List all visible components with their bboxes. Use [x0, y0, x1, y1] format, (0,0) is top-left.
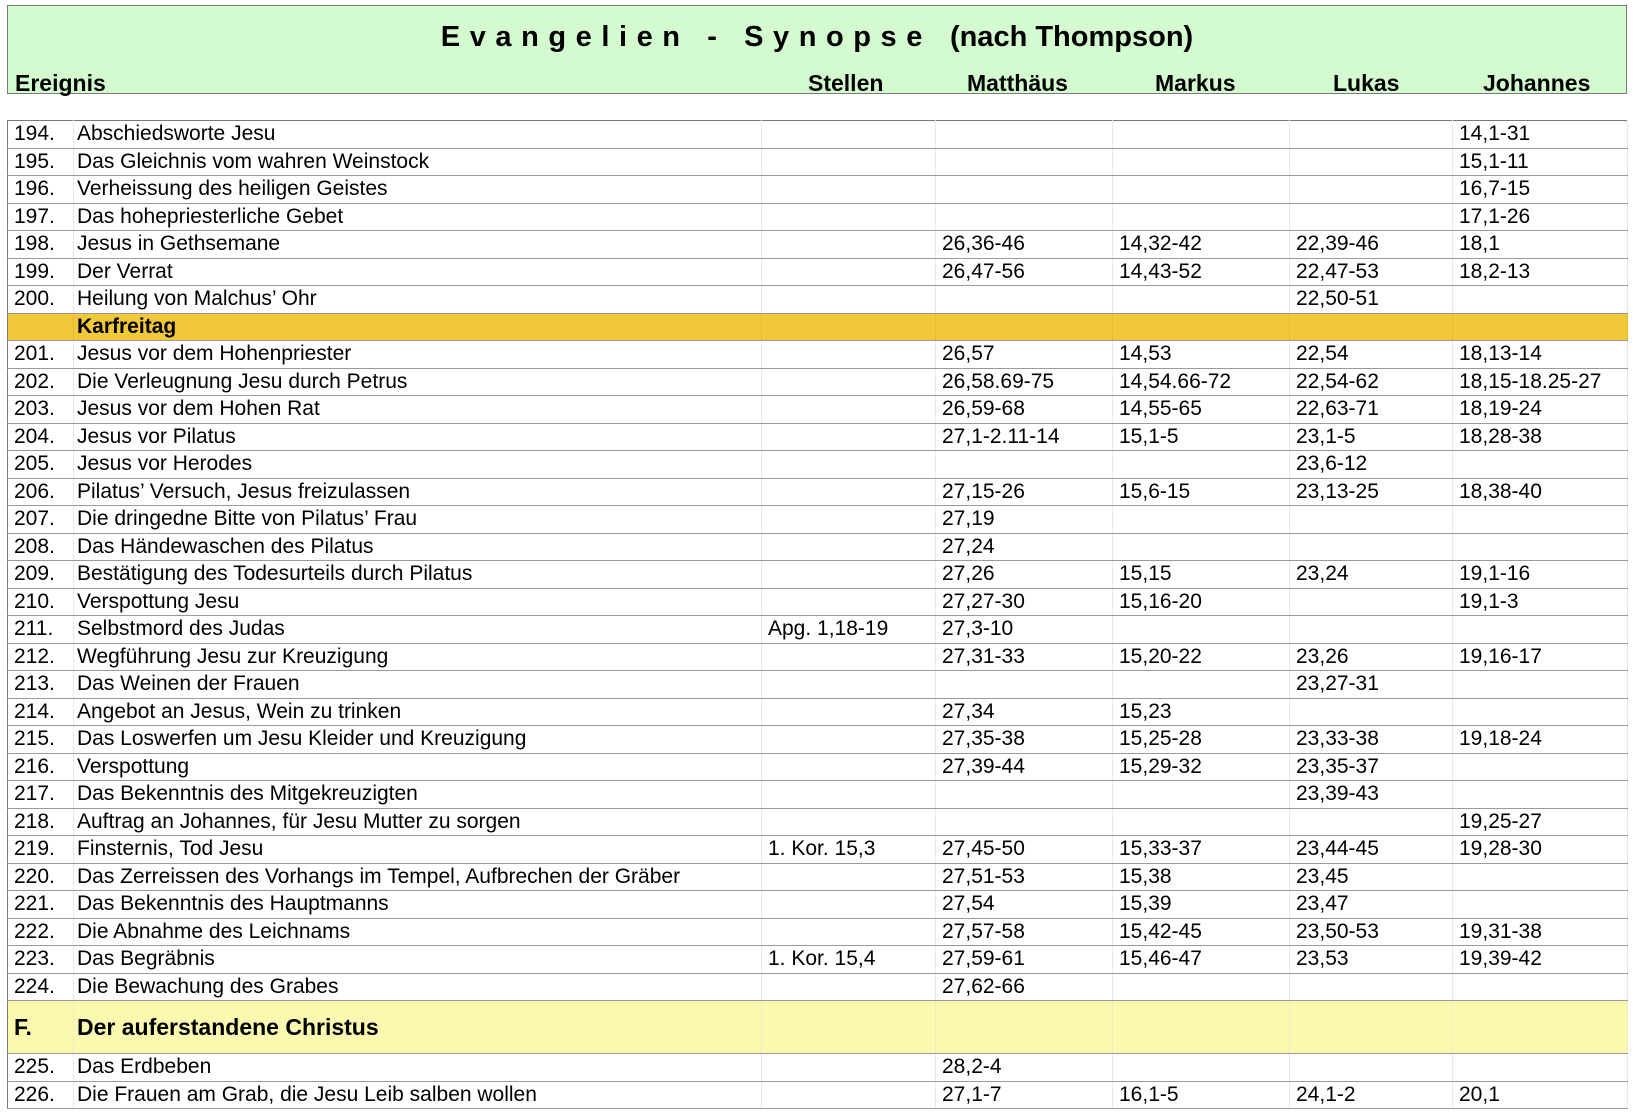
- stellen-ref: [762, 781, 936, 809]
- johannes-ref: [1453, 863, 1628, 891]
- johannes-ref: 16,7-15: [1453, 176, 1628, 204]
- column-header-lukas: Lukas: [1333, 70, 1400, 96]
- event-name: Karfreitag: [74, 313, 762, 341]
- matthaeus-ref: [936, 671, 1113, 699]
- matthaeus-ref: [936, 148, 1113, 176]
- event-name: Die Bewachung des Grabes: [74, 973, 762, 1001]
- event-name: Jesus vor dem Hohen Rat: [74, 396, 762, 424]
- lukas-ref: 22,47-53: [1290, 258, 1453, 286]
- event-number: 225.: [8, 1054, 74, 1082]
- table-row: [8, 671, 1628, 699]
- matthaeus-ref: [936, 313, 1113, 341]
- event-name: Jesus vor dem Hohenpriester: [74, 341, 762, 369]
- lukas-ref: 22,39-46: [1290, 231, 1453, 259]
- matthaeus-ref: 28,2-4: [936, 1054, 1113, 1082]
- table-row: [8, 891, 1628, 919]
- lukas-ref: [1290, 616, 1453, 644]
- event-name: Die Verleugnung Jesu durch Petrus: [74, 368, 762, 396]
- event-number: 203.: [8, 396, 74, 424]
- table-row: [8, 286, 1628, 314]
- table-row: [8, 423, 1628, 451]
- markus-ref: [1113, 808, 1290, 836]
- stellen-ref: [762, 561, 936, 589]
- event-number: 209.: [8, 561, 74, 589]
- event-name: Jesus vor Herodes: [74, 451, 762, 479]
- event-number: 214.: [8, 698, 74, 726]
- markus-ref: [1113, 1001, 1290, 1054]
- matthaeus-ref: 27,34: [936, 698, 1113, 726]
- table-row: [8, 368, 1628, 396]
- stellen-ref: [762, 231, 936, 259]
- matthaeus-ref: 26,47-56: [936, 258, 1113, 286]
- stellen-ref: [762, 478, 936, 506]
- johannes-ref: 19,18-24: [1453, 726, 1628, 754]
- lukas-ref: 23,35-37: [1290, 753, 1453, 781]
- matthaeus-ref: [936, 451, 1113, 479]
- lukas-ref: [1290, 533, 1453, 561]
- matthaeus-ref: 27,1-2.11-14: [936, 423, 1113, 451]
- event-number: 221.: [8, 891, 74, 919]
- stellen-ref: [762, 423, 936, 451]
- johannes-ref: 19,1-3: [1453, 588, 1628, 616]
- event-number: 216.: [8, 753, 74, 781]
- event-name: Bestätigung des Todesurteils durch Pilatus: [74, 561, 762, 589]
- matthaeus-ref: 27,24: [936, 533, 1113, 561]
- lukas-ref: [1290, 203, 1453, 231]
- lukas-ref: [1290, 121, 1453, 149]
- markus-ref: 14,55-65: [1113, 396, 1290, 424]
- stellen-ref: [762, 643, 936, 671]
- stellen-ref: [762, 286, 936, 314]
- event-name: Verheissung des heiligen Geistes: [74, 176, 762, 204]
- matthaeus-ref: 26,36-46: [936, 231, 1113, 259]
- lukas-ref: 22,54-62: [1290, 368, 1453, 396]
- matthaeus-ref: 27,45-50: [936, 836, 1113, 864]
- johannes-ref: 17,1-26: [1453, 203, 1628, 231]
- stellen-ref: [762, 533, 936, 561]
- lukas-ref: 23,45: [1290, 863, 1453, 891]
- lukas-ref: [1290, 808, 1453, 836]
- event-name: Das Weinen der Frauen: [74, 671, 762, 699]
- event-number: F.: [8, 1001, 74, 1054]
- markus-ref: 14,43-52: [1113, 258, 1290, 286]
- table-row: [8, 836, 1628, 864]
- markus-ref: 15,1-5: [1113, 423, 1290, 451]
- markus-ref: 15,29-32: [1113, 753, 1290, 781]
- title-main: Evangelien - Synopse: [440, 21, 932, 53]
- stellen-ref: [762, 588, 936, 616]
- stellen-ref: [762, 258, 936, 286]
- event-number: 212.: [8, 643, 74, 671]
- event-number: 219.: [8, 836, 74, 864]
- column-header-ereignis: Ereignis: [15, 70, 106, 96]
- table-row: [8, 588, 1628, 616]
- johannes-ref: 18,15-18.25-27: [1453, 368, 1628, 396]
- johannes-ref: [1453, 506, 1628, 534]
- matthaeus-ref: 27,57-58: [936, 918, 1113, 946]
- table-row: [8, 863, 1628, 891]
- markus-ref: 14,32-42: [1113, 231, 1290, 259]
- event-number: 206.: [8, 478, 74, 506]
- matthaeus-ref: 26,59-68: [936, 396, 1113, 424]
- table-row: [8, 643, 1628, 671]
- event-number: 222.: [8, 918, 74, 946]
- event-name: Verspottung Jesu: [74, 588, 762, 616]
- event-name: Angebot an Jesus, Wein zu trinken: [74, 698, 762, 726]
- johannes-ref: 19,16-17: [1453, 643, 1628, 671]
- johannes-ref: [1453, 753, 1628, 781]
- lukas-ref: 23,13-25: [1290, 478, 1453, 506]
- johannes-ref: [1453, 973, 1628, 1001]
- markus-ref: [1113, 121, 1290, 149]
- event-number: 223.: [8, 946, 74, 974]
- table-row: [8, 231, 1628, 259]
- stellen-ref: [762, 368, 936, 396]
- stellen-ref: [762, 918, 936, 946]
- event-number: 226.: [8, 1081, 74, 1109]
- stellen-ref: [762, 808, 936, 836]
- matthaeus-ref: [936, 203, 1113, 231]
- stellen-ref: [762, 506, 936, 534]
- matthaeus-ref: 26,58.69-75: [936, 368, 1113, 396]
- table-row: [8, 781, 1628, 809]
- stellen-ref: [762, 121, 936, 149]
- event-number: 210.: [8, 588, 74, 616]
- markus-ref: [1113, 616, 1290, 644]
- event-name: Das hohepriesterliche Gebet: [74, 203, 762, 231]
- johannes-ref: [1453, 781, 1628, 809]
- markus-ref: [1113, 176, 1290, 204]
- stellen-ref: [762, 726, 936, 754]
- stellen-ref: [762, 973, 936, 1001]
- lukas-ref: [1290, 698, 1453, 726]
- column-header-johannes: Johannes: [1483, 70, 1591, 96]
- matthaeus-ref: 27,31-33: [936, 643, 1113, 671]
- event-name: Die dringedne Bitte von Pilatus’ Frau: [74, 506, 762, 534]
- matthaeus-ref: 27,54: [936, 891, 1113, 919]
- johannes-ref: [1453, 671, 1628, 699]
- matthaeus-ref: [936, 781, 1113, 809]
- event-number: 195.: [8, 148, 74, 176]
- lukas-ref: [1290, 1054, 1453, 1082]
- lukas-ref: 23,27-31: [1290, 671, 1453, 699]
- column-header-stellen: Stellen: [808, 70, 884, 96]
- markus-ref: 15,15: [1113, 561, 1290, 589]
- stellen-ref: [762, 891, 936, 919]
- matthaeus-ref: 27,51-53: [936, 863, 1113, 891]
- stellen-ref: [762, 396, 936, 424]
- page-title: [8, 21, 1626, 54]
- lukas-ref: 23,47: [1290, 891, 1453, 919]
- markus-ref: 15,46-47: [1113, 946, 1290, 974]
- lukas-ref: 23,44-45: [1290, 836, 1453, 864]
- event-name: Die Frauen am Grab, die Jesu Leib salben wollen: [74, 1081, 762, 1109]
- markus-ref: [1113, 148, 1290, 176]
- event-name: Das Loswerfen um Jesu Kleider und Kreuzigung: [74, 726, 762, 754]
- lukas-ref: 24,1-2: [1290, 1081, 1453, 1109]
- markus-ref: 15,38: [1113, 863, 1290, 891]
- johannes-ref: 18,38-40: [1453, 478, 1628, 506]
- event-name: Auftrag an Johannes, für Jesu Mutter zu sorgen: [74, 808, 762, 836]
- event-number: [8, 313, 74, 341]
- table-row: [8, 341, 1628, 369]
- stellen-ref: [762, 863, 936, 891]
- markus-ref: 14,54.66-72: [1113, 368, 1290, 396]
- event-number: 194.: [8, 121, 74, 149]
- event-name: Das Gleichnis vom wahren Weinstock: [74, 148, 762, 176]
- johannes-ref: [1453, 1054, 1628, 1082]
- table-row: [8, 121, 1628, 149]
- johannes-ref: [1453, 698, 1628, 726]
- johannes-ref: 20,1: [1453, 1081, 1628, 1109]
- matthaeus-ref: 27,59-61: [936, 946, 1113, 974]
- table-row: [8, 753, 1628, 781]
- lukas-ref: 22,63-71: [1290, 396, 1453, 424]
- event-name: Die Abnahme des Leichnams: [74, 918, 762, 946]
- lukas-ref: 23,24: [1290, 561, 1453, 589]
- lukas-ref: 22,50-51: [1290, 286, 1453, 314]
- stellen-ref: [762, 148, 936, 176]
- table-row: [8, 726, 1628, 754]
- section-header-row: [8, 1001, 1628, 1054]
- event-name: Abschiedsworte Jesu: [74, 121, 762, 149]
- johannes-ref: [1453, 313, 1628, 341]
- markus-ref: 15,23: [1113, 698, 1290, 726]
- matthaeus-ref: 27,26: [936, 561, 1113, 589]
- johannes-ref: [1453, 533, 1628, 561]
- lukas-ref: 23,1-5: [1290, 423, 1453, 451]
- markus-ref: 15,25-28: [1113, 726, 1290, 754]
- matthaeus-ref: [936, 1001, 1113, 1054]
- markus-ref: 15,20-22: [1113, 643, 1290, 671]
- event-number: 196.: [8, 176, 74, 204]
- matthaeus-ref: [936, 176, 1113, 204]
- markus-ref: [1113, 781, 1290, 809]
- lukas-ref: [1290, 588, 1453, 616]
- event-number: 217.: [8, 781, 74, 809]
- stellen-ref: [762, 698, 936, 726]
- event-number: 200.: [8, 286, 74, 314]
- lukas-ref: [1290, 176, 1453, 204]
- matthaeus-ref: 27,1-7: [936, 1081, 1113, 1109]
- lukas-ref: [1290, 973, 1453, 1001]
- table-row: [8, 148, 1628, 176]
- lukas-ref: [1290, 313, 1453, 341]
- table-row: [8, 451, 1628, 479]
- table-row: [8, 176, 1628, 204]
- title-subtitle: (nach Thompson): [949, 21, 1194, 53]
- event-number: 211.: [8, 616, 74, 644]
- matthaeus-ref: [936, 121, 1113, 149]
- event-number: 199.: [8, 258, 74, 286]
- event-number: 205.: [8, 451, 74, 479]
- stellen-ref: [762, 341, 936, 369]
- event-number: 197.: [8, 203, 74, 231]
- johannes-ref: [1453, 616, 1628, 644]
- johannes-ref: [1453, 451, 1628, 479]
- johannes-ref: 19,39-42: [1453, 946, 1628, 974]
- synopsis-table: [7, 120, 1628, 1109]
- event-number: 213.: [8, 671, 74, 699]
- johannes-ref: 19,25-27: [1453, 808, 1628, 836]
- stellen-ref: [762, 1001, 936, 1054]
- stellen-ref: [762, 1054, 936, 1082]
- table-row: [8, 506, 1628, 534]
- johannes-ref: 18,28-38: [1453, 423, 1628, 451]
- event-number: 224.: [8, 973, 74, 1001]
- event-name: Jesus vor Pilatus: [74, 423, 762, 451]
- matthaeus-ref: [936, 808, 1113, 836]
- stellen-ref: [762, 176, 936, 204]
- markus-ref: 15,39: [1113, 891, 1290, 919]
- lukas-ref: 23,39-43: [1290, 781, 1453, 809]
- johannes-ref: 18,13-14: [1453, 341, 1628, 369]
- matthaeus-ref: 27,39-44: [936, 753, 1113, 781]
- matthaeus-ref: [936, 286, 1113, 314]
- stellen-ref: [762, 753, 936, 781]
- event-name: Selbstmord des Judas: [74, 616, 762, 644]
- event-name: Das Bekenntnis des Mitgekreuzigten: [74, 781, 762, 809]
- event-number: 202.: [8, 368, 74, 396]
- table-row: [8, 396, 1628, 424]
- lukas-ref: [1290, 506, 1453, 534]
- johannes-ref: 18,2-13: [1453, 258, 1628, 286]
- stellen-ref: Apg. 1,18-19: [762, 616, 936, 644]
- markus-ref: 15,6-15: [1113, 478, 1290, 506]
- johannes-ref: [1453, 891, 1628, 919]
- table-row: [8, 698, 1628, 726]
- event-name: Das Begräbnis: [74, 946, 762, 974]
- stellen-ref: [762, 1081, 936, 1109]
- event-name: Das Erdbeben: [74, 1054, 762, 1082]
- stellen-ref: 1. Kor. 15,3: [762, 836, 936, 864]
- lukas-ref: 23,6-12: [1290, 451, 1453, 479]
- markus-ref: [1113, 533, 1290, 561]
- markus-ref: [1113, 506, 1290, 534]
- lukas-ref: 23,26: [1290, 643, 1453, 671]
- johannes-ref: 19,31-38: [1453, 918, 1628, 946]
- event-number: 198.: [8, 231, 74, 259]
- table-row: [8, 918, 1628, 946]
- lukas-ref: [1290, 1001, 1453, 1054]
- markus-ref: [1113, 671, 1290, 699]
- table-row: [8, 808, 1628, 836]
- johannes-ref: 19,28-30: [1453, 836, 1628, 864]
- johannes-ref: 19,1-16: [1453, 561, 1628, 589]
- event-name: Der auferstandene Christus: [74, 1001, 762, 1054]
- column-header-markus: Markus: [1155, 70, 1236, 96]
- markus-ref: 14,53: [1113, 341, 1290, 369]
- event-name: Finsternis, Tod Jesu: [74, 836, 762, 864]
- event-name: Heilung von Malchus’ Ohr: [74, 286, 762, 314]
- lukas-ref: 23,53: [1290, 946, 1453, 974]
- markus-ref: [1113, 313, 1290, 341]
- johannes-ref: 14,1-31: [1453, 121, 1628, 149]
- stellen-ref: [762, 451, 936, 479]
- event-name: Das Bekenntnis des Hauptmanns: [74, 891, 762, 919]
- matthaeus-ref: 26,57: [936, 341, 1113, 369]
- column-header-matthaeus: Matthäus: [967, 70, 1068, 96]
- matthaeus-ref: 27,27-30: [936, 588, 1113, 616]
- matthaeus-ref: 27,3-10: [936, 616, 1113, 644]
- table-row: [8, 1081, 1628, 1109]
- johannes-ref: 18,1: [1453, 231, 1628, 259]
- event-number: 215.: [8, 726, 74, 754]
- johannes-ref: [1453, 1001, 1628, 1054]
- table-row: [8, 973, 1628, 1001]
- event-name: Das Händewaschen des Pilatus: [74, 533, 762, 561]
- event-number: 204.: [8, 423, 74, 451]
- johannes-ref: [1453, 286, 1628, 314]
- event-name: Jesus in Gethsemane: [74, 231, 762, 259]
- matthaeus-ref: 27,19: [936, 506, 1113, 534]
- event-number: 220.: [8, 863, 74, 891]
- table-row: [8, 533, 1628, 561]
- lukas-ref: 23,33-38: [1290, 726, 1453, 754]
- table-row: [8, 561, 1628, 589]
- markus-ref: [1113, 973, 1290, 1001]
- table-row: [8, 203, 1628, 231]
- table-row: [8, 616, 1628, 644]
- event-number: 218.: [8, 808, 74, 836]
- stellen-ref: [762, 203, 936, 231]
- event-name: Pilatus’ Versuch, Jesus freizulassen: [74, 478, 762, 506]
- event-name: Das Zerreissen des Vorhangs im Tempel, Aufbrechen der Gräber: [74, 863, 762, 891]
- markus-ref: 15,16-20: [1113, 588, 1290, 616]
- table-row: [8, 1054, 1628, 1082]
- event-number: 201.: [8, 341, 74, 369]
- event-name: Der Verrat: [74, 258, 762, 286]
- event-number: 207.: [8, 506, 74, 534]
- johannes-ref: 18,19-24: [1453, 396, 1628, 424]
- matthaeus-ref: 27,15-26: [936, 478, 1113, 506]
- matthaeus-ref: 27,62-66: [936, 973, 1113, 1001]
- stellen-ref: [762, 313, 936, 341]
- event-name: Wegführung Jesu zur Kreuzigung: [74, 643, 762, 671]
- table-row: [8, 478, 1628, 506]
- event-number: 208.: [8, 533, 74, 561]
- lukas-ref: [1290, 148, 1453, 176]
- markus-ref: 15,33-37: [1113, 836, 1290, 864]
- header-banner: [7, 5, 1627, 94]
- stellen-ref: [762, 671, 936, 699]
- markus-ref: [1113, 286, 1290, 314]
- lukas-ref: 22,54: [1290, 341, 1453, 369]
- table-row: [8, 258, 1628, 286]
- lukas-ref: 23,50-53: [1290, 918, 1453, 946]
- johannes-ref: 15,1-11: [1453, 148, 1628, 176]
- markus-ref: [1113, 203, 1290, 231]
- table-row: [8, 946, 1628, 974]
- markus-ref: 16,1-5: [1113, 1081, 1290, 1109]
- matthaeus-ref: 27,35-38: [936, 726, 1113, 754]
- stellen-ref: 1. Kor. 15,4: [762, 946, 936, 974]
- markus-ref: 15,42-45: [1113, 918, 1290, 946]
- markus-ref: [1113, 1054, 1290, 1082]
- event-name: Verspottung: [74, 753, 762, 781]
- markus-ref: [1113, 451, 1290, 479]
- section-band-karfreitag: [8, 313, 1628, 341]
